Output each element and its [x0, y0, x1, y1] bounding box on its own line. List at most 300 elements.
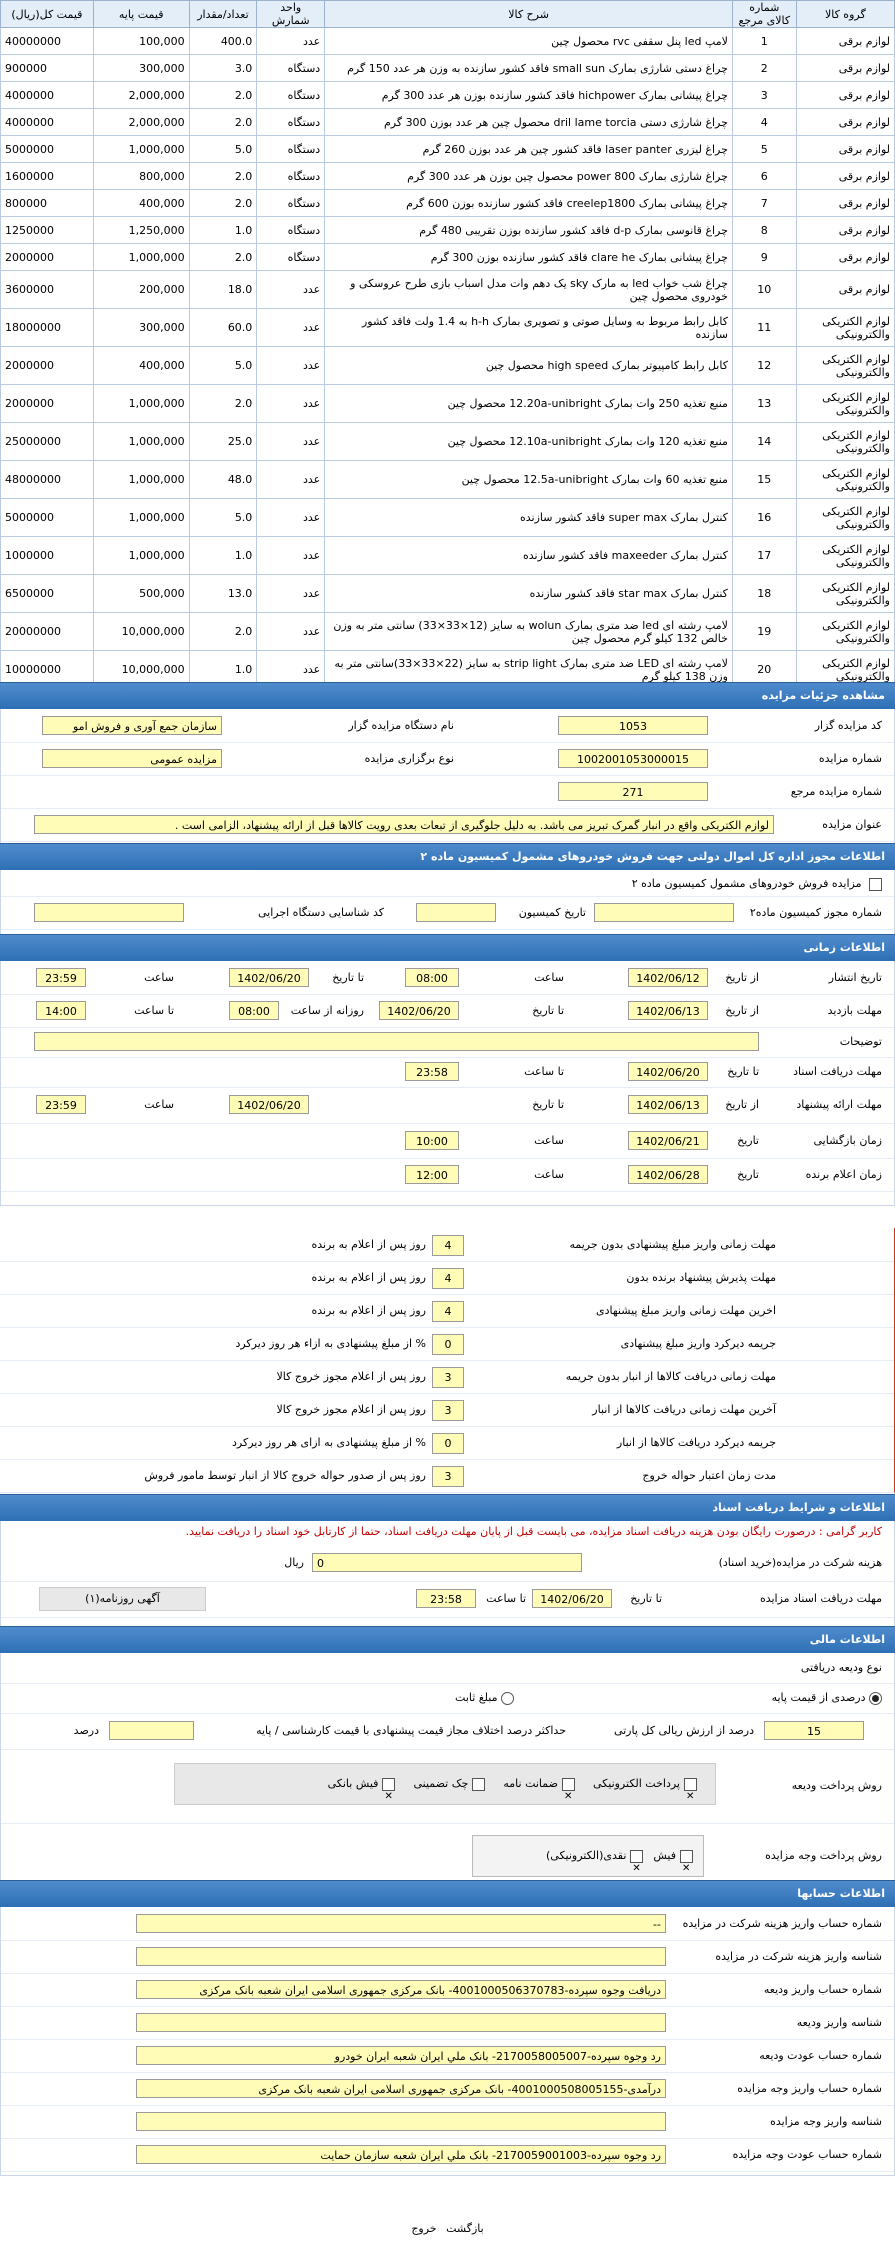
details-section	[0, 682, 895, 855]
account-label: شناسه واریز ودیعه	[796, 2016, 882, 2029]
commission-date-field[interactable]	[416, 903, 496, 922]
deposit-method-label: فیش بانکی	[327, 1777, 379, 1790]
fee-label: هزینه شرکت در مزایده(خرید اسناد)	[718, 1556, 882, 1569]
account-field	[136, 2112, 666, 2131]
winner-row	[1, 1158, 894, 1192]
financial-title: اطلاعات مالی	[0, 1626, 895, 1653]
cell-number: 4	[732, 109, 796, 136]
account-row	[1, 1973, 894, 2007]
cell-number: 15	[732, 461, 796, 499]
cell-quantity: 2.0	[189, 613, 257, 651]
commission-checkbox-label: مزایده فروش خودروهای مشمول کمیسیون ماده ۲	[631, 877, 862, 890]
docs-deadline-row	[1, 1581, 894, 1618]
cell-quantity: 2.0	[189, 244, 257, 271]
account-field: رد وجوه سپرده-2170058005007- بانک ملي ايران شعبه ایران خودرو	[136, 2046, 666, 2065]
cell-quantity: 48.0	[189, 461, 257, 499]
cell-number: 11	[732, 309, 796, 347]
conditions-box	[0, 1521, 895, 1642]
offer-to-field: 1402/06/20	[229, 1095, 309, 1114]
cell-total: 2000000	[1, 244, 94, 271]
cell-number: 20	[732, 651, 796, 689]
opening-label: زمان بازگشایی	[813, 1134, 882, 1147]
account-row	[1, 2072, 894, 2106]
cell-description: کابل رابط کامپیوتر بمارک high speed محصول چین	[325, 347, 733, 385]
cell-quantity: 2.0	[189, 385, 257, 423]
cell-unit: عدد	[257, 309, 325, 347]
deadline-unit: روز پس از اعلام مجوز خروج کالا	[276, 1403, 426, 1416]
table-row	[1, 190, 895, 217]
cell-group: لوازم برقی	[796, 136, 894, 163]
cell-number: 18	[732, 575, 796, 613]
winner-time-field: 12:00	[405, 1165, 459, 1184]
col-description: شرح کالا	[325, 1, 733, 28]
cell-unit: دستگاه	[257, 244, 325, 271]
account-row	[1, 2039, 894, 2073]
cell-unit: عدد	[257, 613, 325, 651]
account-label: شماره حساب واریز وجه مزایده	[737, 2082, 882, 2095]
deadline-unit: % از مبلغ پیشنهادی به ازاء هر روز دیرکرد	[235, 1337, 426, 1350]
ref-label: شماره مزایده مرجع	[790, 785, 882, 798]
cell-description: چراغ شارژی بمارک power 800 محصول چین بوزن هر عدد 300 گرم	[325, 163, 733, 190]
commission-title: اطلاعات مجوز اداره کل اموال دولتی جهت فروش خودروهای مشمول کمیسیون ماده ۲	[0, 843, 895, 870]
cell-quantity: 13.0	[189, 575, 257, 613]
cell-number: 13	[732, 385, 796, 423]
cell-description: کنترل بمارک star max فاقد کشور سازنده	[325, 575, 733, 613]
account-field	[136, 2013, 666, 2032]
fee-field: 0	[312, 1553, 582, 1572]
visit-time-from-field: 08:00	[229, 1001, 279, 1020]
subject-field: لوازم الکتریکی واقع در انبار گمرک تبریز می باشد. به دلیل جلوگیری از تبعات بعدی رویت کالاها قبل از ارائه پیشنهاد، الزامی است .	[34, 815, 774, 834]
account-field: دریافت وجوه سپرده-4001000506370783- بانک مرکزی جمهوری اسلامی ایران شعبه بانک مرکزی	[136, 1980, 666, 1999]
winner-label: زمان اعلام برنده	[805, 1168, 882, 1181]
cell-group: لوازم برقی	[796, 28, 894, 55]
cell-unit: عدد	[257, 423, 325, 461]
table-row	[1, 423, 895, 461]
fixed-option-label: مبلغ ثابت	[455, 1691, 498, 1704]
deadline-value: 4	[432, 1235, 464, 1256]
deposit-method-option[interactable]	[503, 1777, 575, 1790]
cell-quantity: 1.0	[189, 217, 257, 244]
deadline-unit: روز پس از اعلام به برنده	[311, 1238, 426, 1251]
cell-total: 25000000	[1, 423, 94, 461]
account-label: شماره حساب واریز ودیعه	[763, 1983, 882, 1996]
conditions-title: اطلاعات و شرایط دریافت اسناد	[0, 1494, 895, 1521]
cell-description: کنترل بمارک super max فاقد کشور سازنده	[325, 499, 733, 537]
payment-method-label: نقدی(الکترونیکی)	[545, 1849, 627, 1862]
offer-from-field: 1402/06/13	[628, 1095, 708, 1114]
cell-total: 800000	[1, 190, 94, 217]
timing-box	[0, 961, 895, 1206]
cell-number: 7	[732, 190, 796, 217]
deposit-method-checkbox[interactable]	[562, 1778, 575, 1791]
cell-quantity: 2.0	[189, 190, 257, 217]
cell-total: 20000000	[1, 613, 94, 651]
cell-base-price: 300,000	[93, 309, 189, 347]
cell-number: 14	[732, 423, 796, 461]
cell-unit: عدد	[257, 651, 325, 689]
fixed-radio[interactable]	[501, 1692, 514, 1705]
publish-from-label: از تاریخ	[725, 971, 759, 984]
cell-base-price: 1,000,000	[93, 244, 189, 271]
deadline-unit: روز پس از صدور حواله خروج کالا از انبار توسط مامور فروش	[144, 1469, 426, 1482]
cell-unit: عدد	[257, 461, 325, 499]
cell-unit: عدد	[257, 28, 325, 55]
newspaper-ad-button[interactable]: آگهی روزنامه(۱)	[39, 1587, 206, 1611]
visit-from-field: 1402/06/13	[628, 1001, 708, 1020]
commission-checkbox-wrap[interactable]	[632, 877, 882, 891]
opening-time-label: ساعت	[534, 1134, 564, 1147]
deadline-unit: روز پس از اعلام به برنده	[311, 1304, 426, 1317]
cell-number: 17	[732, 537, 796, 575]
type-field: مزایده عمومی	[42, 749, 222, 768]
cell-total: 5000000	[1, 136, 94, 163]
deposit-method-label: پرداخت الکترونیکی	[593, 1777, 680, 1790]
table-row	[1, 309, 895, 347]
details-row-2	[1, 742, 894, 776]
deposit-method-option[interactable]	[593, 1777, 697, 1790]
conditions-warning: کاربر گرامی : درصورت رایگان بودن هزینه دریافت اسناد مزایده، می بایست قبل از پایان مهلت دریافت اسناد، حتما از کارتابل خود اسناد را دریافت نمایید.	[185, 1525, 882, 1538]
cell-description: چراغ دستی شارژی بمارک small sun فاقد کشور سازنده به وزن هر عدد 150 گرم	[325, 55, 733, 82]
notes-row	[1, 1027, 894, 1058]
cell-total: 4000000	[1, 82, 94, 109]
deposit-method-option[interactable]	[328, 1777, 396, 1790]
details-title: مشاهده جزئیات مزایده	[0, 682, 895, 709]
cond-docs-time-field: 23:58	[416, 1589, 476, 1608]
visit-daily-label: روزانه از ساعت	[290, 1004, 364, 1017]
cell-description: چراغ قانوسی بمارک d-p فاقد کشور سازنده بوزن تقریبی 480 گرم	[325, 217, 733, 244]
docs-deadline-label: مهلت دریافت اسناد	[793, 1065, 882, 1078]
cell-total: 900000	[1, 55, 94, 82]
cell-number: 5	[732, 136, 796, 163]
fee-currency: ریال	[284, 1556, 304, 1569]
items-table	[0, 0, 895, 689]
number-field: 1002001053000015	[558, 749, 708, 768]
deadline-label: اخرین مهلت زمانی واریز مبلغ پیشنهادی	[596, 1304, 776, 1317]
cell-description: لامپ led پنل سقفی rvc محصول چین	[325, 28, 733, 55]
deadline-label: مدت زمان اعتبار حواله خروج	[642, 1469, 776, 1482]
cell-quantity: 1.0	[189, 651, 257, 689]
cell-number: 3	[732, 82, 796, 109]
opening-date-label: تاریخ	[737, 1134, 759, 1147]
cell-base-price: 1,000,000	[93, 461, 189, 499]
deadline-value: 3	[432, 1466, 464, 1487]
percent-option-label: درصدی از قیمت پایه	[771, 1691, 866, 1704]
exec-code-label: کد شناسایی دستگاه اجرایی	[257, 906, 384, 919]
cell-group: لوازم برقی	[796, 109, 894, 136]
diff-label: حداکثر درصد اختلاف مجاز قیمت پیشنهادی با قیمت کارشناسی / پایه	[256, 1724, 566, 1737]
cell-base-price: 300,000	[93, 55, 189, 82]
cell-total: 1250000	[1, 217, 94, 244]
cell-group: لوازم برقی	[796, 217, 894, 244]
cell-quantity: 5.0	[189, 499, 257, 537]
docs-time-field: 23:58	[405, 1062, 459, 1081]
cell-total: 48000000	[1, 461, 94, 499]
commission-checkbox[interactable]	[869, 878, 882, 891]
cell-total: 10000000	[1, 651, 94, 689]
account-label: شماره حساب واریز هزینه شرکت در مزایده	[682, 1917, 882, 1930]
cell-total: 5000000	[1, 499, 94, 537]
cell-base-price: 1,250,000	[93, 217, 189, 244]
deadline-unit: روز پس از اعلام به برنده	[311, 1271, 426, 1284]
table-row	[1, 82, 895, 109]
accounts-box	[0, 1907, 895, 2176]
cell-group: لوازم الکتریکی والکترونیکی	[796, 613, 894, 651]
cell-total: 3600000	[1, 271, 94, 309]
permit-field[interactable]	[594, 903, 734, 922]
table-row	[1, 163, 895, 190]
cell-unit: عدد	[257, 537, 325, 575]
offer-row	[1, 1087, 894, 1124]
visit-from-label: از تاریخ	[725, 1004, 759, 1017]
offer-time-field: 23:59	[36, 1095, 86, 1114]
cell-quantity: 1.0	[189, 537, 257, 575]
payment-methods-box	[472, 1835, 704, 1877]
cell-base-price: 1,000,000	[93, 385, 189, 423]
code-label: کد مزایده گزار	[814, 719, 882, 732]
cell-description: لامپ رشته ای led ضد مترى بمارک wolun به سایز (12×33×33) سانتی متر به وزن خالص 132 کیلو گرم محصول چین	[325, 613, 733, 651]
col-total-price: قیمت کل(ریال)	[1, 1, 94, 28]
cell-group: لوازم الکتریکی والکترونیکی	[796, 347, 894, 385]
table-row	[1, 244, 895, 271]
deadline-row	[0, 1327, 894, 1361]
cell-unit: عدد	[257, 271, 325, 309]
cell-quantity: 2.0	[189, 82, 257, 109]
winner-date-label: تاریخ	[737, 1168, 759, 1181]
deposit-method-checkbox[interactable]	[382, 1778, 395, 1791]
cell-total: 18000000	[1, 309, 94, 347]
diff-field	[109, 1721, 194, 1740]
deadline-row	[0, 1459, 894, 1493]
deadline-row	[0, 1294, 894, 1328]
cell-base-price: 1,000,000	[93, 136, 189, 163]
payment-method-option[interactable]	[653, 1849, 693, 1862]
cell-unit: عدد	[257, 575, 325, 613]
account-label: شناسه واریز هزینه شرکت در مزایده	[715, 1950, 882, 1963]
cell-unit: عدد	[257, 347, 325, 385]
cell-unit: دستگاه	[257, 217, 325, 244]
docs-time-label: تا ساعت	[524, 1065, 564, 1078]
table-row	[1, 575, 895, 613]
cond-to-time-label: تا ساعت	[486, 1592, 526, 1605]
cell-description: کنترل بمارک maxeeder فاقد کشور سازنده	[325, 537, 733, 575]
cell-unit: دستگاه	[257, 190, 325, 217]
deadline-value: 0	[432, 1334, 464, 1355]
org-field: سازمان جمع آوری و فروش امو	[42, 716, 222, 735]
cell-number: 1	[732, 28, 796, 55]
visit-label: مهلت بازدید	[827, 1004, 882, 1017]
cell-number: 9	[732, 244, 796, 271]
cond-docs-date-field: 1402/06/20	[532, 1589, 612, 1608]
commission-row-1	[1, 870, 894, 897]
cell-group: لوازم الکتریکی والکترونیکی	[796, 309, 894, 347]
col-group: گروه کالا	[796, 1, 894, 28]
payment-method-label: فیش	[653, 1849, 676, 1862]
notes-label: توضیحات	[839, 1035, 882, 1048]
cell-base-price: 2,000,000	[93, 82, 189, 109]
cell-group: لوازم برقی	[796, 55, 894, 82]
deposit-methods-box	[174, 1763, 716, 1805]
cell-base-price: 1,000,000	[93, 499, 189, 537]
publish-from-time-field: 08:00	[405, 968, 459, 987]
table-row	[1, 271, 895, 309]
publish-to-label: تا تاریخ	[332, 971, 364, 984]
publish-row	[1, 961, 894, 995]
cond-docs-label: مهلت دریافت اسناد مزایده	[759, 1592, 882, 1605]
cell-unit: دستگاه	[257, 109, 325, 136]
commission-row-2	[1, 896, 894, 930]
deadline-row	[0, 1393, 894, 1427]
deposit-type-row	[1, 1653, 894, 1684]
cell-description: چراغ شارژی دستی dril lame torcia محصول چین هر عدد بوزن 300 گرم	[325, 109, 733, 136]
col-quantity: تعداد/مقدار	[189, 1, 257, 28]
table-row	[1, 55, 895, 82]
cell-unit: دستگاه	[257, 136, 325, 163]
deposit-method-checkbox[interactable]	[472, 1778, 485, 1791]
cell-group: لوازم برقی	[796, 82, 894, 109]
details-row-1	[1, 709, 894, 743]
accounts-section	[0, 1880, 895, 2176]
table-row	[1, 217, 895, 244]
items-table-body	[1, 28, 895, 689]
deadline-row	[0, 1360, 894, 1394]
cell-base-price: 10,000,000	[93, 651, 189, 689]
deadline-row	[0, 1261, 894, 1295]
publish-to-time-label: ساعت	[144, 971, 174, 984]
cell-number: 2	[732, 55, 796, 82]
cell-group: لوازم الکتریکی والکترونیکی	[796, 537, 894, 575]
payment-method-option[interactable]	[546, 1849, 643, 1862]
cell-quantity: 5.0	[189, 347, 257, 385]
financial-section	[0, 1626, 895, 1898]
commission-box	[0, 870, 895, 935]
table-row	[1, 385, 895, 423]
cell-unit: دستگاه	[257, 82, 325, 109]
code-field: 1053	[558, 716, 708, 735]
table-row	[1, 109, 895, 136]
offer-to-label: تا تاریخ	[532, 1098, 564, 1111]
cell-description: چراغ شب خواب led به مارک sky یک دهم وات مدل اسباب بازی طرح عروسکی و خودروی محصول چین	[325, 271, 733, 309]
account-row	[1, 2006, 894, 2040]
deposit-method-option[interactable]	[413, 1777, 485, 1790]
cell-quantity: 5.0	[189, 136, 257, 163]
account-field	[136, 1947, 666, 1966]
items-table-header	[1, 1, 895, 28]
cell-quantity: 3.0	[189, 55, 257, 82]
opening-date-field: 1402/06/21	[628, 1131, 708, 1150]
account-field: --	[136, 1914, 666, 1933]
cell-quantity: 400.0	[189, 28, 257, 55]
deadline-value: 4	[432, 1301, 464, 1322]
cell-base-price: 200,000	[93, 271, 189, 309]
winner-time-label: ساعت	[534, 1168, 564, 1181]
offer-from-label: از تاریخ	[725, 1098, 759, 1111]
account-row	[1, 2138, 894, 2172]
cell-quantity: 2.0	[189, 163, 257, 190]
cond-to-date-label: تا تاریخ	[630, 1592, 662, 1605]
deadline-label: مهلت زمانی واریز مبلغ پیشنهادی بدون جریمه	[569, 1238, 776, 1251]
cell-base-price: 400,000	[93, 347, 189, 385]
cell-number: 10	[732, 271, 796, 309]
cell-quantity: 2.0	[189, 109, 257, 136]
cell-base-price: 500,000	[93, 575, 189, 613]
deadline-label: مهلت پذیرش پیشنهاد برنده بدون	[626, 1271, 776, 1284]
exec-code-field[interactable]	[34, 903, 184, 922]
percent-radio[interactable]	[869, 1692, 882, 1705]
col-ref-no: شماره کالای مرجع	[732, 1, 796, 28]
cell-group: لوازم الکتریکی والکترونیکی	[796, 499, 894, 537]
account-label: شناسه واریز وجه مزایده	[770, 2115, 882, 2128]
ref-field: 271	[558, 782, 708, 801]
commission-section	[0, 843, 895, 935]
docs-date-field: 1402/06/20	[628, 1062, 708, 1081]
deadline-unit: روز پس از اعلام مجوز خروج کالا	[276, 1370, 426, 1383]
timing-section	[0, 934, 895, 1206]
back-link[interactable]: بازگشت	[446, 2222, 484, 2235]
publish-from-field: 1402/06/12	[628, 968, 708, 987]
publish-to-field: 1402/06/20	[229, 968, 309, 987]
visit-row	[1, 994, 894, 1028]
accounts-title: اطلاعات حسابها	[0, 1880, 895, 1907]
exit-link[interactable]: خروج	[411, 2222, 437, 2235]
cell-description: چراغ پیشانی بمارک creelep1800 فاقد کشور سازنده بوزن 600 گرم	[325, 190, 733, 217]
payment-method-checkbox[interactable]	[680, 1850, 693, 1863]
cell-group: لوازم برقی	[796, 190, 894, 217]
fixed-option[interactable]	[455, 1691, 514, 1705]
deadlines-box	[0, 1228, 895, 1493]
cell-quantity: 25.0	[189, 423, 257, 461]
subject-label: عنوان مزایده	[822, 818, 882, 831]
percent-option[interactable]	[772, 1691, 882, 1705]
deadline-row	[0, 1426, 894, 1460]
opening-row	[1, 1123, 894, 1159]
cell-description: چراغ پیشانی بمارک clare he فاقد کشور سازنده بوزن 300 گرم	[325, 244, 733, 271]
org-label: نام دستگاه مزایده گزار	[348, 719, 454, 732]
percent-value-text: درصد از ارزش ریالی کل پارتی	[613, 1724, 754, 1737]
cell-total: 1600000	[1, 163, 94, 190]
cell-base-price: 2,000,000	[93, 109, 189, 136]
cell-number: 6	[732, 163, 796, 190]
deposit-type-label: نوع ودیعه دریافتی	[800, 1661, 882, 1674]
deadline-label: مهلت زمانی دریافت کالاها از انبار بدون جریمه	[565, 1370, 776, 1383]
cell-description: کابل رابط مربوط به وسایل صوتی و تصویری بمارک h-h به 1.4 ولت فاقد کشور سازنده	[325, 309, 733, 347]
account-field: رد وجوه سپرده-2170059001003- بانک ملي ايران شعبه سازمان حمایت	[136, 2145, 666, 2164]
publish-to-time-field: 23:59	[36, 968, 86, 987]
deadline-label: جریمه دیرکرد دریافت کالاها از انبار	[616, 1436, 776, 1449]
deposit-method-label: چک تضمینی	[413, 1777, 469, 1790]
cell-base-price: 800,000	[93, 163, 189, 190]
permit-label: شماره مجوز کمیسیون ماده۲	[749, 906, 882, 919]
deposit-method-label: روش پرداخت ودیعه	[791, 1779, 882, 1792]
table-row	[1, 499, 895, 537]
deposit-method-row	[1, 1749, 894, 1824]
conditions-section	[0, 1494, 895, 1642]
publish-label: تاریخ انتشار	[828, 971, 882, 984]
cell-group: لوازم الکتریکی والکترونیکی	[796, 423, 894, 461]
deadline-label: آخرین مهلت زمانی دریافت کالاها از انبار	[592, 1403, 776, 1416]
payment-method-checkbox[interactable]	[630, 1850, 643, 1863]
cell-group: لوازم الکتریکی والکترونیکی	[796, 461, 894, 499]
deposit-option-row	[1, 1683, 894, 1714]
account-label: شماره حساب عودت ودیعه	[759, 2049, 882, 2062]
docs-to-label: تا تاریخ	[727, 1065, 759, 1078]
table-row	[1, 28, 895, 55]
deposit-method-checkbox[interactable]	[684, 1778, 697, 1791]
deadline-value: 3	[432, 1367, 464, 1388]
visit-to-field: 1402/06/20	[379, 1001, 459, 1020]
details-row-3	[1, 775, 894, 809]
opening-time-field: 10:00	[405, 1131, 459, 1150]
cell-unit: عدد	[257, 385, 325, 423]
